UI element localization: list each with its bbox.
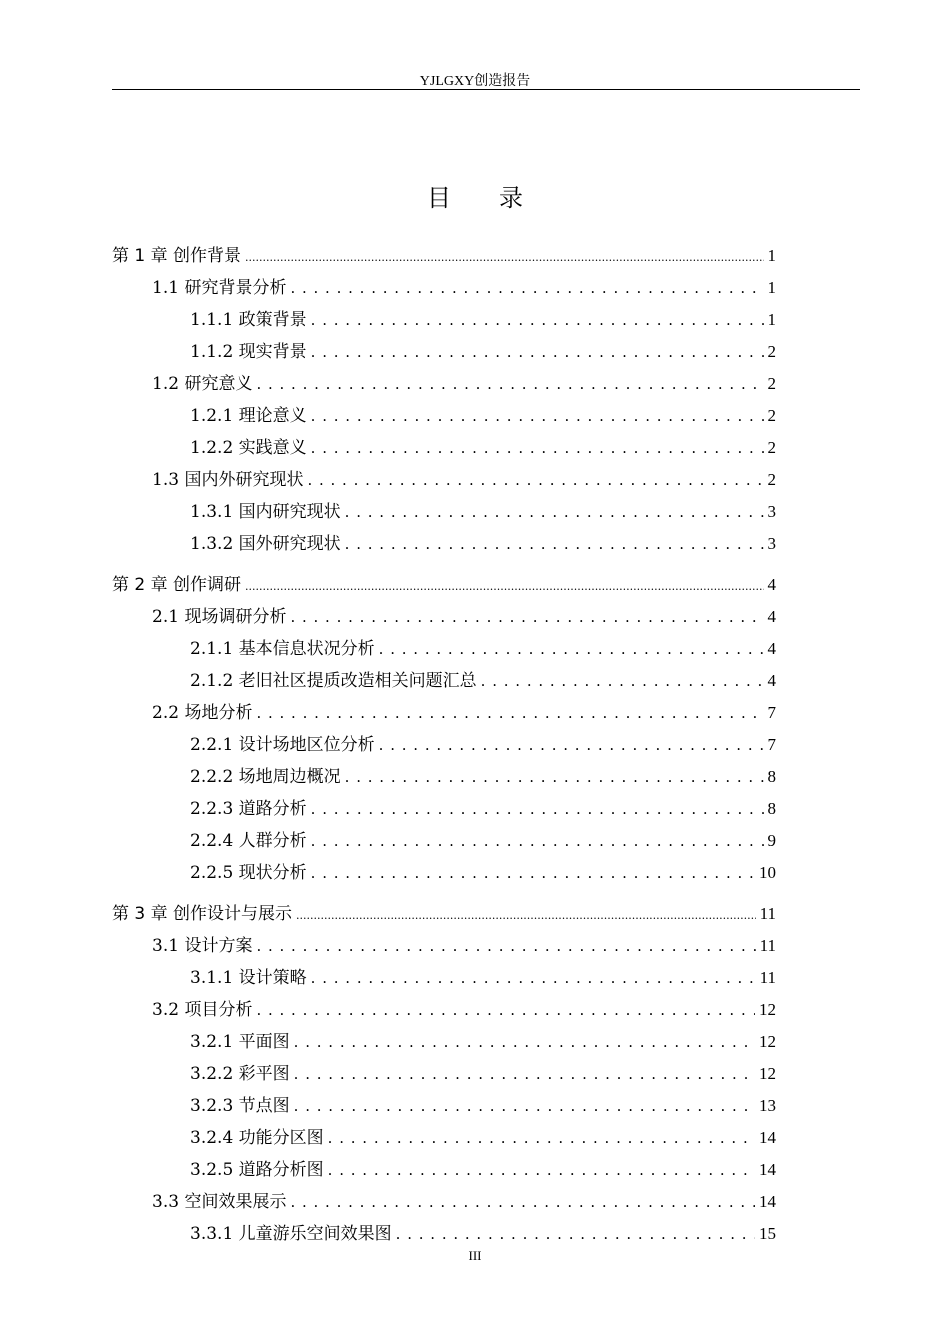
toc-entry-page: 12 (759, 1000, 776, 1019)
toc-entry[interactable] (112, 1026, 776, 1058)
toc-entry[interactable] (112, 697, 776, 729)
toc-leader-dots (396, 1218, 755, 1250)
toc-entry-page: 15 (759, 1224, 776, 1243)
toc-leader-dots (256, 930, 755, 962)
toc-leader-dots (245, 240, 763, 272)
toc-entry-page: 4 (767, 639, 776, 658)
toc-entry-label: 1.2.2 实践意义 (190, 438, 307, 458)
toc-entry-page: 8 (767, 799, 776, 818)
toc-leader-dots (294, 1026, 755, 1058)
toc-entry-label: 2.2.2 场地周边概况 (190, 767, 341, 787)
toc-entry-page: 7 (767, 703, 776, 722)
toc-entry-label: 3.3 空间效果展示 (152, 1192, 287, 1212)
toc-entry[interactable] (112, 304, 776, 336)
toc-leader-dots (379, 633, 764, 665)
toc-entry[interactable] (112, 729, 776, 761)
toc-leader-dots (311, 304, 764, 336)
toc-entry-page: 11 (759, 968, 776, 987)
toc-entry[interactable] (112, 601, 776, 633)
toc-entry-page: 14 (759, 1160, 776, 1179)
toc-leader-dots (256, 697, 763, 729)
toc-entry[interactable] (112, 528, 776, 560)
toc-entry-label: 第 2 章 创作调研 (112, 575, 242, 595)
toc-entry-label: 3.2.1 平面图 (190, 1032, 290, 1052)
toc-entry-page: 12 (759, 1064, 776, 1083)
toc-entry[interactable] (112, 994, 776, 1026)
toc-entry-label: 1.1 研究背景分析 (152, 278, 287, 298)
toc-entry[interactable] (112, 761, 776, 793)
toc-leader-dots (311, 432, 764, 464)
toc-leader-dots (294, 1058, 755, 1090)
toc-entry[interactable] (112, 1154, 776, 1186)
toc-entry[interactable] (112, 825, 776, 857)
toc-entry-page: 2 (767, 342, 776, 361)
toc-entry-page: 10 (759, 863, 776, 882)
toc-entry-label: 2.2 场地分析 (152, 703, 253, 723)
toc-leader-dots (328, 1122, 755, 1154)
toc-entry-label: 2.1.2 老旧社区提质改造相关问题汇总 (190, 671, 477, 691)
toc-entry-label: 第 3 章 创作设计与展示 (112, 904, 293, 924)
table-of-contents (112, 240, 776, 1250)
toc-entry[interactable] (112, 368, 776, 400)
toc-entry-page: 14 (759, 1128, 776, 1147)
toc-entry-label: 3.2.4 功能分区图 (190, 1128, 324, 1148)
toc-leader-dots (307, 464, 763, 496)
toc-leader-dots (379, 729, 764, 761)
toc-leader-dots (481, 665, 764, 697)
toc-leader-dots (311, 793, 764, 825)
toc-entry-label: 2.2.5 现状分析 (190, 863, 307, 883)
toc-entry-page: 7 (767, 735, 776, 754)
toc-leader-dots (296, 898, 756, 930)
toc-entry-page: 2 (767, 438, 776, 457)
toc-entry-page: 14 (759, 1192, 776, 1211)
toc-entry[interactable] (112, 240, 776, 272)
toc-entry-page: 2 (767, 374, 776, 393)
toc-entry-page: 1 (767, 246, 776, 265)
toc-title-char-2: 录 (499, 184, 523, 212)
toc-entry-label: 2.1 现场调研分析 (152, 607, 287, 627)
toc-entry-label: 2.2.3 道路分析 (190, 799, 307, 819)
header-divider (112, 89, 860, 90)
toc-leader-dots (311, 857, 755, 889)
toc-entry-page: 9 (767, 831, 776, 850)
toc-entry[interactable] (112, 400, 776, 432)
toc-leader-dots (311, 825, 764, 857)
toc-entry-label: 2.2.4 人群分析 (190, 831, 307, 851)
toc-entry[interactable] (112, 665, 776, 697)
toc-leader-dots (311, 962, 756, 994)
toc-leader-dots (290, 1186, 755, 1218)
toc-entry-page: 1 (767, 310, 776, 329)
toc-entry-label: 1.2.1 理论意义 (190, 406, 307, 426)
toc-entry-page: 1 (767, 278, 776, 297)
toc-entry[interactable] (112, 1090, 776, 1122)
page-number: III (468, 1248, 482, 1263)
toc-entry-page: 8 (767, 767, 776, 786)
toc-leader-dots (311, 400, 764, 432)
toc-entry[interactable] (112, 496, 776, 528)
toc-entry[interactable] (112, 793, 776, 825)
toc-entry[interactable] (112, 336, 776, 368)
toc-entry-label: 1.1.1 政策背景 (190, 310, 307, 330)
toc-entry-page: 11 (759, 904, 776, 923)
toc-title-char-1: 目 (427, 184, 451, 212)
toc-entry-label: 3.3.1 儿童游乐空间效果图 (190, 1224, 392, 1244)
page-header: YJLGXY创造报告 (419, 74, 531, 89)
toc-entry-label: 3.2.3 节点图 (190, 1096, 290, 1116)
toc-leader-dots (245, 569, 763, 601)
toc-leader-dots (328, 1154, 755, 1186)
toc-entry-label: 1.3.2 国外研究现状 (190, 534, 341, 554)
toc-entry-page: 11 (759, 936, 776, 955)
toc-entry-label: 3.2 项目分析 (152, 1000, 253, 1020)
toc-leader-dots (294, 1090, 755, 1122)
toc-entry-page: 12 (759, 1032, 776, 1051)
toc-leader-dots (311, 336, 764, 368)
toc-leader-dots (256, 368, 763, 400)
toc-entry[interactable] (112, 857, 776, 889)
toc-entry[interactable] (112, 272, 776, 304)
toc-entry-page: 4 (767, 575, 776, 594)
toc-entry-label: 3.1.1 设计策略 (190, 968, 307, 988)
toc-entry-label: 第 1 章 创作背景 (112, 246, 242, 266)
toc-entry[interactable] (112, 1186, 776, 1218)
toc-leader-dots (345, 761, 764, 793)
toc-leader-dots (256, 994, 755, 1026)
toc-leader-dots (345, 496, 764, 528)
toc-entry-label: 2.1.1 基本信息状况分析 (190, 639, 375, 659)
toc-entry-label: 1.3.1 国内研究现状 (190, 502, 341, 522)
toc-entry[interactable] (112, 432, 776, 464)
toc-entry-label: 2.2.1 设计场地区位分析 (190, 735, 375, 755)
toc-entry-label: 1.3 国内外研究现状 (152, 470, 304, 490)
toc-entry[interactable] (112, 633, 776, 665)
toc-entry[interactable] (112, 1122, 776, 1154)
toc-entry[interactable] (112, 930, 776, 962)
toc-entry[interactable] (112, 464, 776, 496)
toc-leader-dots (290, 272, 763, 304)
toc-entry-label: 1.1.2 现实背景 (190, 342, 307, 362)
toc-entry-page: 4 (767, 671, 776, 690)
toc-entry-page: 3 (767, 534, 776, 553)
toc-entry[interactable] (112, 1218, 776, 1250)
toc-entry-label: 3.2.2 彩平图 (190, 1064, 290, 1084)
toc-entry-label: 3.2.5 道路分析图 (190, 1160, 324, 1180)
toc-entry-page: 2 (767, 406, 776, 425)
toc-entry-page: 3 (767, 502, 776, 521)
toc-entry[interactable] (112, 898, 776, 930)
toc-entry-label: 1.2 研究意义 (152, 374, 253, 394)
toc-entry-page: 4 (767, 607, 776, 626)
toc-entry-page: 2 (767, 470, 776, 489)
toc-title (0, 178, 950, 213)
toc-entry[interactable] (112, 962, 776, 994)
toc-leader-dots (345, 528, 764, 560)
toc-entry-label: 3.1 设计方案 (152, 936, 253, 956)
toc-entry[interactable] (112, 569, 776, 601)
toc-leader-dots (290, 601, 763, 633)
toc-entry-page: 13 (759, 1096, 776, 1115)
toc-entry[interactable] (112, 1058, 776, 1090)
